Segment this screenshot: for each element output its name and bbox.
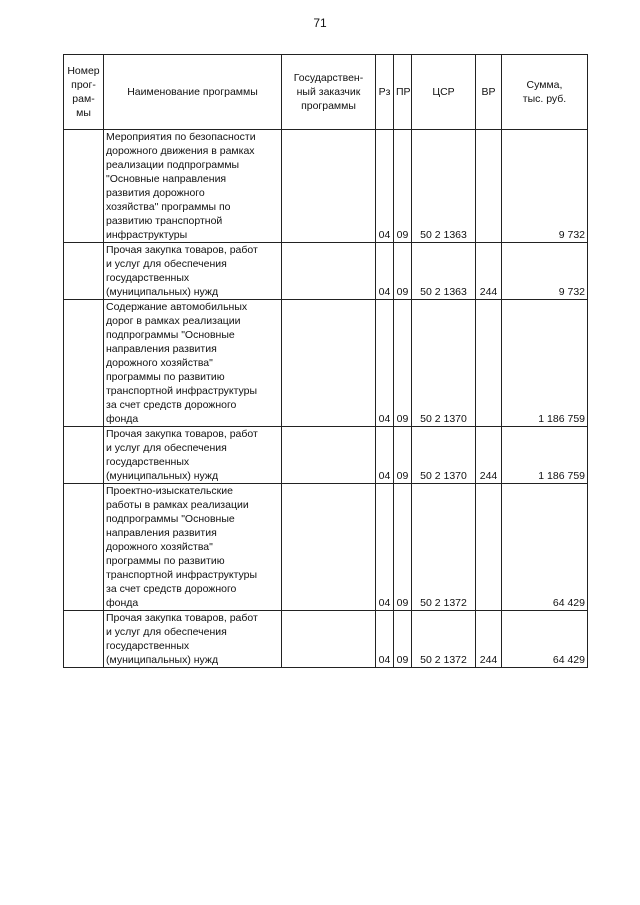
table-row xyxy=(64,243,588,300)
cell-vr xyxy=(476,130,502,243)
cell-sum: 1 186 759 xyxy=(502,427,588,484)
cell-customer xyxy=(282,484,376,611)
cell-sum: 64 429 xyxy=(502,611,588,668)
cell-sum: 9 732 xyxy=(502,130,588,243)
cell-pr: 09 xyxy=(394,427,412,484)
cell-num xyxy=(64,611,104,668)
cell-rz: 04 xyxy=(376,243,394,300)
cell-rz: 04 xyxy=(376,130,394,243)
header-csr: ЦСР xyxy=(412,55,476,130)
cell-num xyxy=(64,427,104,484)
table-row xyxy=(64,427,588,484)
cell-name: Прочая закупка товаров, работ и услуг для обеспечения государственных (муниципальных) нужд xyxy=(104,611,282,668)
table-row xyxy=(64,611,588,668)
header-sum: Сумма, тыс. руб. xyxy=(502,55,588,130)
header-vr: ВР xyxy=(476,55,502,130)
cell-rz: 04 xyxy=(376,300,394,427)
page-number: 71 xyxy=(313,16,327,30)
cell-csr: 50 2 1370 xyxy=(412,300,476,427)
table-row xyxy=(64,300,588,427)
cell-csr: 50 2 1363 xyxy=(412,130,476,243)
cell-csr: 50 2 1372 xyxy=(412,611,476,668)
table-row xyxy=(64,130,588,243)
cell-vr xyxy=(476,484,502,611)
budget-table xyxy=(63,54,588,668)
cell-vr: 244 xyxy=(476,243,502,300)
header-program-name: Наименование программы xyxy=(104,55,282,130)
cell-sum: 9 732 xyxy=(502,243,588,300)
cell-customer xyxy=(282,130,376,243)
cell-pr: 09 xyxy=(394,130,412,243)
cell-csr: 50 2 1372 xyxy=(412,484,476,611)
cell-name: Содержание автомобильных дорог в рамках реализации подпрограммы "Основные направления развития дорожного хозяйства" программы по развитию транспортной инфраструктуры за счет средств дорожного фонда xyxy=(104,300,282,427)
cell-rz: 04 xyxy=(376,484,394,611)
header-rz: Рз xyxy=(376,55,394,130)
cell-name: Прочая закупка товаров, работ и услуг для обеспечения государственных (муниципальных) нужд xyxy=(104,427,282,484)
cell-num xyxy=(64,300,104,427)
cell-pr: 09 xyxy=(394,300,412,427)
cell-rz: 04 xyxy=(376,611,394,668)
cell-customer xyxy=(282,243,376,300)
cell-pr: 09 xyxy=(394,611,412,668)
cell-csr: 50 2 1363 xyxy=(412,243,476,300)
table-row xyxy=(64,484,588,611)
cell-name: Прочая закупка товаров, работ и услуг для обеспечения государственных (муниципальных) нужд xyxy=(104,243,282,300)
header-pr: ПР xyxy=(394,55,412,130)
cell-vr: 244 xyxy=(476,611,502,668)
cell-num xyxy=(64,130,104,243)
cell-num xyxy=(64,243,104,300)
cell-pr: 09 xyxy=(394,243,412,300)
cell-vr xyxy=(476,300,502,427)
cell-sum: 1 186 759 xyxy=(502,300,588,427)
cell-pr: 09 xyxy=(394,484,412,611)
cell-name: Мероприятия по безопасности дорожного движения в рамках реализации подпрограммы "Основные направления развития дорожного хозяйства" программы по развитию транспортной инфраструктуры xyxy=(104,130,282,243)
cell-customer xyxy=(282,427,376,484)
cell-rz: 04 xyxy=(376,427,394,484)
header-program-number: Номер прог- рам- мы xyxy=(64,55,104,130)
cell-customer xyxy=(282,611,376,668)
cell-name: Проектно-изыскательские работы в рамках реализации подпрограммы "Основные направления развития дорожного хозяйства" программы по развитию транспортной инфраструктуры за счет средств дорожного фонда xyxy=(104,484,282,611)
cell-customer xyxy=(282,300,376,427)
cell-vr: 244 xyxy=(476,427,502,484)
table-header-row xyxy=(64,55,588,130)
cell-num xyxy=(64,484,104,611)
header-customer: Государствен- ный заказчик программы xyxy=(282,55,376,130)
cell-csr: 50 2 1370 xyxy=(412,427,476,484)
cell-sum: 64 429 xyxy=(502,484,588,611)
